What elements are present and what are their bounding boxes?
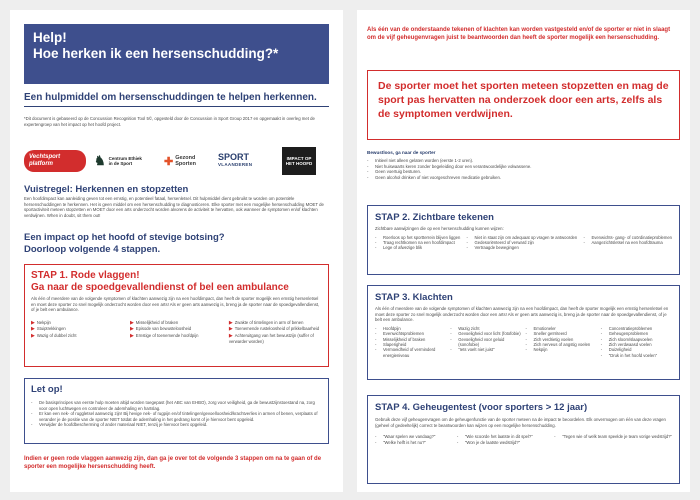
list-item: - Initieel niet alleen gelaten worden (eerste 1-2 uren). [367,158,679,164]
step4-col-3 [554,434,672,445]
step1-col-3 [229,320,322,345]
list-item: - Misselijkheid of braken [375,337,446,342]
list-item: - Vermoeidheid of verminderd energieniveau [375,347,446,358]
subtitle: Een hulpmiddel om hersenschuddingen te helpen herkennen. [24,92,317,103]
step3-text: Als één of meerdere van de volgende symptomen of klachten aanwezig zijn na een hoofdimpact, dan heeft de sporter mogelijk een ernstig hersenletsel en moet deze sporter zo snel mogelijk onderzocht worden door een arts! Als er geen arts aanwezig is, breng ja de sporter naar de spoedgevallendienst, of je belt een ambulance. [375,306,669,323]
sport-vlaanderen-logo: SPORT VLAANDEREN [218,152,253,167]
step3-box [367,285,680,380]
list-item: - Wazig zicht [450,326,521,331]
closing-text: Indien er geen rode vlaggen aanwezig zijn, dan ga je over tot de volgende 3 stappen om na te gaan of de sporter een mogelijke hersenschudding heeft. [24,456,322,470]
rule-text: Een hoofdimpact kan aanleiding geven tot een ernstig, en potentieel fataal, hersenletsel. Dit hulpmiddel dient gebruikt te worden om potentiële hersenschuddingen te herkennen. Het is geen middel om een hersenschudding te diagnosticeren. Elke sporter met een mogelijke hersenschudding MOET de sportactiviteit meteen stopzetten en MOET door een arts onderzocht worden alvorens de activiteit te hervatten, ook wanneer de symptomen en/of klachten verdwijnen. When in doubt, sit them out! [24,196,324,218]
step2-title: STAP 2. Zichtbare tekenen [375,212,494,223]
title-banner [24,24,329,84]
step2-col-2 [467,235,578,251]
list-item: - Gevoeligheid voor licht (fotofobie) [450,331,521,336]
list-item: - Evenwichtsproblemen [375,331,446,336]
step4-col-2 [457,434,533,445]
list-item: - Er kan een nek- of ruggletsel aanwezig zijn! Bij hevige nek- of rugpijn en/of tintelingen/gevoelloosheid/krachtverlies in armen of benen, verplaats of verander je de positie van de sporter NIET totdat de ademhaling in het gedrang komt of je hiervoor bent opgeleid. [31,411,322,422]
list-item: - Geen alcohol drinken of niet voorgeschreven medicatie gebruiken. [367,175,679,181]
list-item: - Aangezichtsletsel na een hoofdtrauma [583,240,672,245]
step4-col-1 [375,434,435,445]
flag-icon: ▶ [31,319,35,326]
intro-text: Als één van de onderstaande tekenen of klachten kan worden vastgesteld en/of de sporter er niet in slaagt om de vijf geheugenvragen juist te beantwoorden dan heeft de sporter mogelijk een hersenschudding. [367,27,671,41]
flag-icon: ▶ [31,326,35,333]
flag-icon: ▶ [31,332,35,339]
list-item: ▶ Stuiptrekkingen [31,326,66,333]
letop-list [31,400,322,428]
step1-list [31,320,322,345]
flag-icon: ▶ [129,332,134,339]
list-item: - Gevoeligheid voor geluid (sonofobie) [450,337,521,348]
list-item: - Vertraagde bewegingen [467,245,578,250]
step3-col-2 [450,326,521,358]
list-item: - "Won je de laatste wedstrijd?" [457,440,533,445]
impact-heading: Een impact op het hoofd of stevige botsing? Doorloop volgende 4 stappen. [24,232,225,255]
list-item: - Slaperigheid [375,342,446,347]
list-item: - Zich verdrietig voelen [525,337,596,342]
step2-text: Zichtbare aanwijzingen die op een hersenschudding kunnen wijzen: [375,226,504,231]
list-item: - "Wie scoorde het laatste in dit spel?" [457,434,533,439]
list-item: - Zich verdwaasd voelen [601,342,672,347]
divider [24,106,329,107]
list-item: - Concentratieproblemen [601,326,672,331]
list-item: ▶ Wazig of dubbel zicht [31,332,77,339]
list-item: - "Druk in het hoofd voelen" [601,353,672,358]
warning-text: De sporter moet het sporten meteen stopzetten en mag de sport pas hervatten na onderzoek door een arts, zelfs als de symptomen verdwijnen. [378,80,669,120]
letop-title: Let op! [31,384,63,395]
list-item: - Lege of afwezige blik [375,245,460,250]
centrum-ethiek-logo: ♞ Centrum Ethiek in de Sport [94,153,142,168]
flag-icon: ▶ [228,326,233,333]
step4-text: Gebruik deze vijf geheugenvragen om de geheugenfunctie van de sporter meteen na de impact te beoordelen. Elk onvermogen om één van deze vragen (geheel of gedeeltelijk) correct te beantwoorden kan wijzen op een mogelijke hersenschudding. [375,417,666,428]
list-item: - Geen voertuig besturen. [367,169,679,175]
list-item: - Geheugenproblemen [601,331,672,336]
flag-icon: ▶ [228,332,233,339]
flag-icon: ▶ [228,319,233,326]
list-item: - De basisprincipes van eerste hulp moeten altijd worden toegepast (het ABC van EHBO), zorg voor veiligheid, ga de bewustzijnstoestand na, zorg voor open luchtwegen en controleer de ademhaling en hartslag. [31,400,322,411]
step3-title: STAP 3. Klachten [375,292,453,303]
step1-title: STAP 1. Rode vlaggen! Ga naar de spoedgevallendienst of bel een ambulance [31,270,289,293]
list-item: - Niet in staat zijn om adequaat op vragen te antwoorden [467,235,578,240]
step2-col-1 [375,235,460,251]
list-item: ▶ Episode van bewusteloosheid [129,326,192,333]
title-line-1: Help! [33,30,67,45]
step1-text: Als één of meerdere van de volgende symptomen of klachten aanwezig zijn na een hoofdimpact, dan heeft de sporter mogelijk een ernstig hersenletsel en moet deze sporter zo snel mogelijk onderzocht worden door een arts! Als er geen arts aanwezig is, breng ja de sporter naar de spoedgevallendienst, of je belt een ambulance. [31,296,320,313]
list-item: ▶ Nekpijn [31,319,51,326]
bewust-title: Bewustloos, ga naar de sporter [367,150,436,155]
vechtsport-logo: Vechtsport platform [24,148,86,174]
impact-op-het-hoofd-logo: IMPACT OP HET HOOFD [282,147,316,175]
title-line-2: Hoe herken ik een hersenschudding?* [33,46,279,61]
list-item: ▶ Misselijkheid of braken [129,319,179,326]
list-item: - Verwijder de hoofdbescherming of ander materiaal NIET, tenzij je hiervoor bent opgeleid. [31,422,322,428]
step3-list [375,326,672,358]
step4-list [375,434,672,445]
list-item: - Nekpijn [525,347,596,352]
list-item: - Gedesoriënteerd of verward zijn [467,240,578,245]
list-item: - Niet huiswaarts keren zonder begeleiding door een verantwoordelijke volwassene. [367,164,679,170]
list-item: - Zich nerveus of angstig voelen [525,342,596,347]
step2-list [375,235,672,251]
step1-box [24,264,329,367]
step3-col-4 [601,326,672,358]
list-item: ▶ Zwakte of tintelingen in arm of benen [228,319,304,326]
bewust-section [367,150,679,180]
list-item: ▶ Achteruitgang van het bewustzijn (suffer of verwarder worden) [228,332,314,344]
letop-box [24,378,329,444]
gezond-sporten-logo: ✚ Gezond Sporten [164,155,196,168]
step4-box [367,395,680,484]
list-item: - Emotioneler [525,326,596,331]
list-item: - Sneller geïrriteerd [525,331,596,336]
rule-title: Vuistregel: Herkennen en stopzetten [24,184,189,195]
list-item: - Zich sloom/slaapvoelen [601,337,672,342]
right-page [357,10,690,492]
step3-col-3 [525,326,596,358]
list-item: - Hoofdpijn [375,326,446,331]
step4-title: STAP 4. Geheugentest (voor sporters > 12 jaar) [375,402,588,413]
list-item: ▶ Ernstige of toenemende hoofdpijn [129,332,199,339]
footnote: *Dit document is gebaseerd op de Concussion Recognition Tool 5©, opgesteld door de Concussion in Sport Group 2017 en opgemaakt in overleg met de expertengroep van het impact op het hoofd project. [24,116,315,127]
warning-box [367,70,680,140]
list-item: ▶ Toenemende rusteloosheid of prikkelbaarheid [228,326,320,333]
step1-col-1 [31,320,124,345]
bewust-list [367,158,679,180]
list-item: - Traag rechtkomen na een hoofdimpact [375,240,460,245]
list-item: - Duizeligheid [601,347,672,352]
step2-box [367,205,680,275]
list-item: - Evenwichts- gang- of coördinatieproblemen [583,235,672,240]
step1-col-2 [130,320,223,345]
step3-col-1 [375,326,446,358]
list-item: - "Waar spelen we vandaag?" [375,434,435,439]
list-item: - Roerloos op het sportterrein blijven liggen [375,235,460,240]
person-icon: ✚ [164,155,174,168]
figure-icon: ♞ [94,153,106,168]
list-item: - "Iets voelt niet juist" [450,347,521,352]
step2-col-3 [583,235,672,251]
flag-icon: ▶ [129,326,134,333]
list-item: - "Tegen wie of welk team speelde je team vorige wedstrijd?" [554,434,672,439]
list-item: - "Welke helft is het nu?" [375,440,435,445]
left-page [10,10,343,492]
flag-icon: ▶ [129,319,134,326]
